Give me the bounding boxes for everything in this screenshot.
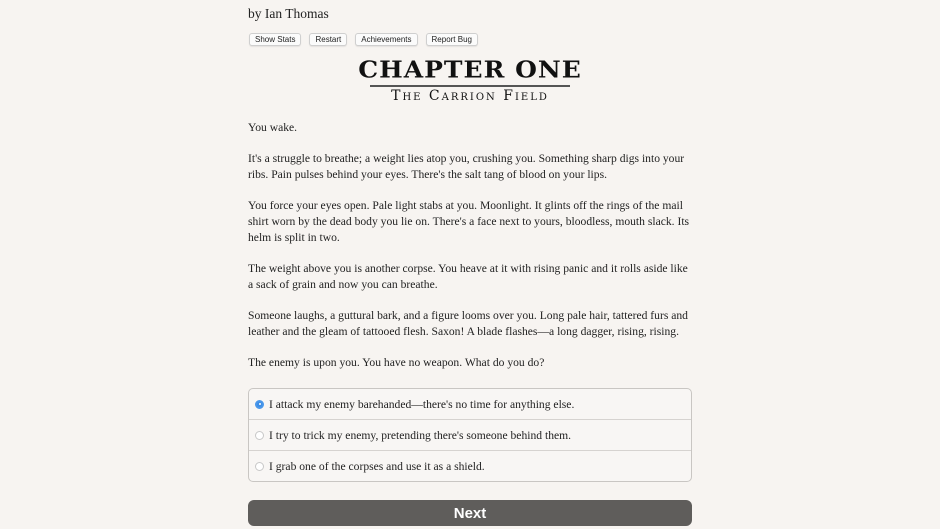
story-paragraph: It's a struggle to breathe; a weight lies atop you, crushing you. Something sharp digs into your ribs. Pain pulses behind your eyes. There's the salt tang of blood on your lips. <box>248 152 685 182</box>
radio-icon[interactable] <box>255 431 264 440</box>
choice-option-trick[interactable] <box>249 419 691 450</box>
choice-option-shield[interactable] <box>249 450 691 481</box>
choice-label: I attack my enemy barehanded—there's no time for anything else. <box>269 397 575 411</box>
achievements-button[interactable]: Achievements <box>355 33 417 46</box>
choice-label: I try to trick my enemy, pretending there's someone behind them. <box>269 428 572 442</box>
choice-option-attack[interactable] <box>249 389 691 419</box>
toolbar <box>249 33 478 46</box>
story-paragraph: You force your eyes open. Pale light stabs at you. Moonlight. It glints off the rings of the mail shirt worn by the dead body you lie on. There's a face next to yours, bloodless, mouth slack. Its helm is split in two. <box>248 199 690 244</box>
chapter-heading <box>248 55 692 105</box>
choice-label: I grab one of the corpses and use it as a shield. <box>269 459 485 473</box>
story-paragraph: The enemy is upon you. You have no weapon. What do you do? <box>248 356 545 370</box>
story-text <box>248 120 692 387</box>
next-button[interactable]: Next <box>248 500 692 526</box>
story-paragraph: You wake. <box>248 121 298 134</box>
chapter-subtitle: The Carrion Field <box>391 88 549 104</box>
author-byline: by Ian Thomas <box>248 6 329 21</box>
chapter-title: CHAPTER ONE <box>358 55 582 84</box>
radio-icon[interactable] <box>255 462 264 471</box>
story-paragraph: Someone laughs, a guttural bark, and a figure looms over you. Long pale hair, tattered furs and leather and the gleam of tattooed flesh. Saxon! A blade flashes—a long dagger, rising, rising. <box>248 309 688 339</box>
story-paragraph: The weight above you is another corpse. You heave at it with rising panic and it rolls aside like a sack of grain and now you can breathe. <box>248 262 688 291</box>
show-stats-button[interactable]: Show Stats <box>249 33 301 46</box>
restart-button[interactable]: Restart <box>309 33 347 46</box>
radio-selected-icon[interactable] <box>255 400 264 409</box>
choice-list <box>248 388 692 482</box>
report-bug-button[interactable]: Report Bug <box>426 33 478 46</box>
